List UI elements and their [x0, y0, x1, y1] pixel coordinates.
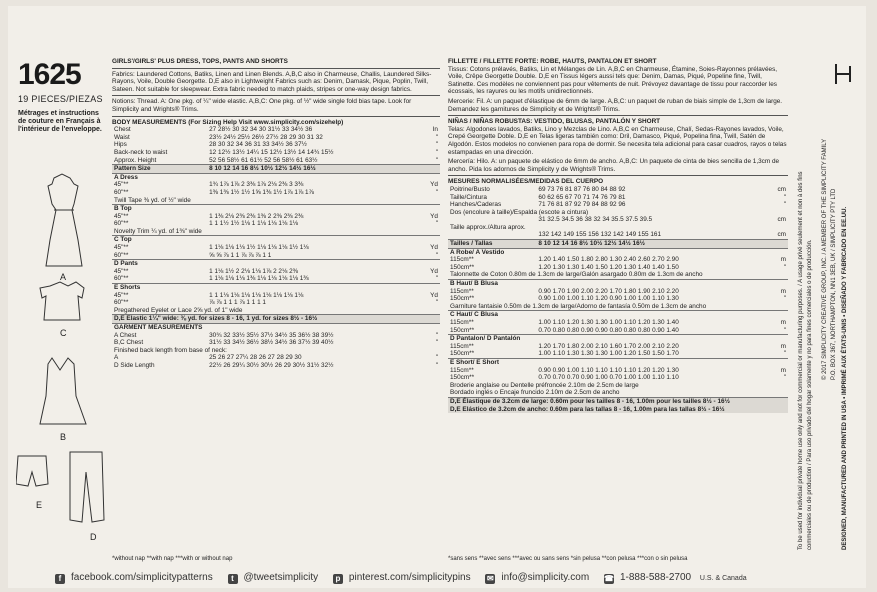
- row-unit: ": [435, 141, 438, 149]
- garment-measurements: [112, 324, 440, 370]
- row-label: Approx. Height: [114, 156, 157, 164]
- row-values: 31 32.5 34.5 36 38 32 34 35.5 37.5 39.5: [538, 216, 653, 224]
- row-values: 30¾ 32 33½ 35½ 37½ 34½ 35 36½ 38 39½: [209, 331, 334, 339]
- view-b-top-drawing: [40, 358, 86, 424]
- table-row: [112, 149, 440, 157]
- fabric-width: 150cm**: [450, 295, 475, 303]
- row-unit: In: [432, 126, 438, 134]
- table-row: [112, 157, 440, 165]
- section-heading: B Top: [112, 205, 440, 213]
- section-extra: Twill Tape ⅜ yd. of ½" wide: [114, 196, 191, 204]
- pattern-number: 1625: [18, 58, 81, 91]
- row-unit: ": [783, 193, 786, 201]
- row-values: 31½ 33 34½ 36½ 38½ 34½ 36 37½ 39 40½: [209, 339, 334, 347]
- phone-link[interactable]: [604, 572, 753, 583]
- english-title: GIRLS'/GIRLS' PLUS DRESS, TOPS, PANTS AND SHORTS: [112, 58, 288, 65]
- yardage-values: ⅞ ⅞ 1 1 1 ⅞ 1 1 1 1: [209, 299, 266, 307]
- row-unit: Yd: [430, 291, 438, 299]
- fabric-width: 60"**: [114, 188, 129, 196]
- fabric-width: 150cm**: [450, 374, 475, 382]
- fabric-width: 60"**: [114, 275, 129, 283]
- yardage-values: 1 1 1½ 1½ 1⅛ 1 1⅛ 1⅛ 1⅛ 1⅛: [209, 220, 298, 228]
- fabric-width: 115cm**: [450, 287, 474, 295]
- elastic-note: D,E Elastic 1¼" wide: ⅜ yd. for sizes 8 - 16, 1 yd. for sizes 8½ - 16½: [112, 315, 440, 324]
- table-row: [448, 186, 788, 194]
- section-extra: Novelty Trim ¼ yd. of 1⅜" wide: [114, 227, 202, 235]
- row-unit: ": [435, 299, 438, 307]
- yardage-section-c: [112, 236, 440, 260]
- english-column: [112, 58, 440, 554]
- metric-section-b: [448, 280, 788, 311]
- english-fabrics: Fabrics: Laundered Cottons, Batiks, Linen and Linen Blends. A,B,C also in Charmeuse, Challis, Laundered Silks-Rayons, Voile, Double Georgette. D,E also in Lightweight Fabrics such as: Denim, Damask, Pique, Poplin, Twill, Sateen. Not suitable for sleepwear. Extra fabric needed to match plaids, stripes or one-way design fabrics.: [112, 70, 432, 93]
- row-unit: ": [783, 326, 786, 334]
- metric-section-a: [448, 248, 788, 279]
- row-label: B,C Chest: [114, 339, 144, 347]
- yardage-values: 1 1⅛ 1⅛ 1⅛ 1⅜ 1⅛ 1⅛ 1⅛ 1⅛ 1⅜: [209, 275, 309, 283]
- row-unit: ": [435, 220, 438, 228]
- row-unit: m: [780, 287, 786, 295]
- twitter-text: @tweetsimplicity: [243, 572, 319, 583]
- row-unit: ": [783, 201, 786, 209]
- legal-line: © 2017 SIMPLICITY CREATIVE GROUP, INC. / A MEMBER OF THE SIMPLICITY FAMILY: [822, 138, 828, 380]
- row-unit: ": [435, 339, 438, 347]
- size-row: [448, 240, 788, 249]
- row-unit: Yd: [430, 244, 438, 252]
- row-label: Hanches/Caderas: [450, 201, 502, 209]
- section-heading: D Pants: [112, 260, 440, 268]
- legal-line: commerciales ou de production / Para uso privado del hogar solamente y no para fines comerciales o de producción.: [807, 239, 813, 550]
- table-row: [448, 194, 788, 202]
- row-label: A Chest: [114, 331, 137, 339]
- view-label-a: A: [60, 272, 67, 282]
- row-label: Taille/Cintura: [450, 193, 487, 201]
- view-label-e: E: [36, 500, 43, 510]
- yardage-values: 1.00 1.10 1.30 1.30 1.30 1.00 1.20 1.50 1.50 1.70: [538, 350, 679, 358]
- yardage-values: 1 1⅛ 1⅛ 1⅛ 1½ 1⅛ 1⅛ 1⅛ 1½ 1⅛: [209, 244, 309, 252]
- row-values: 27 28½ 30 32 34 30 31½ 33 34½ 36: [209, 126, 313, 134]
- section-extra: Garniture fantaisie 0.50m de 1.3cm de large/Adorno de fantasía 0.50m de 1.3cm de ancho: [450, 302, 707, 310]
- row-unit: cm: [777, 185, 786, 193]
- row-values: 23½ 24½ 25½ 26½ 27½ 28 29 30 31 32: [209, 133, 323, 141]
- row-unit: cm: [777, 216, 786, 224]
- fabric-width: 115cm**: [450, 366, 474, 374]
- yardage-section-a: [112, 173, 440, 204]
- yardage-section-b: [112, 205, 440, 236]
- row-unit: ": [435, 148, 438, 156]
- fabric-width: 150cm**: [450, 350, 475, 358]
- yardage-section-d: [112, 260, 440, 284]
- row-unit: ": [435, 331, 438, 339]
- row-unit: m: [780, 366, 786, 374]
- facebook-icon: f: [55, 574, 65, 584]
- french-title: FILLETTE / FILLETTE FORTE: ROBE, HAUTS, PANTALON ET SHORT: [448, 58, 657, 65]
- spanish-title: NIÑAS / NIÑAS ROBUSTAS: VESTIDO, BLUSAS, PANTALÓN Y SHORT: [448, 118, 661, 126]
- row-unit: ": [435, 251, 438, 259]
- row-values: 71 76 81 87 92 79 84 88 92 96: [538, 201, 626, 209]
- row-unit: m: [780, 256, 786, 264]
- metric-section-d: [448, 335, 788, 359]
- row-unit: ": [435, 156, 438, 164]
- section-heading: E Shorts: [112, 284, 440, 292]
- row-values: 60 62 65 67 70 71 74 76 79 81: [538, 193, 626, 201]
- section-extra: Broderie anglaise ou Dentelle préfroncée 2.10m de 2.5cm de large Bordado inglés o Encaje fruncido 2.10m de 2.5cm de ancho: [450, 381, 639, 397]
- fabric-width: 60"**: [114, 251, 129, 259]
- row-values: 52 56 58½ 61 61½ 52 56 58½ 61 63½: [209, 156, 318, 164]
- pinterest-icon: p: [333, 574, 343, 584]
- phone-suffix: U.S. & Canada: [699, 575, 747, 582]
- metric-section-e: [448, 358, 788, 413]
- row-label: Finished back length from base of neck:: [114, 346, 227, 354]
- email-link[interactable]: [485, 572, 595, 583]
- row-label: Chest: [114, 126, 131, 134]
- section-heading: C Top: [112, 236, 440, 244]
- spanish-merceria: Mercería: Hilo. A: un paquete de elástico de 6mm de ancho. A,B,C: Un paquete de cinta de bies sencilla de 1,3cm de ancho. Pida los adornos de Simplicity y de Wrights® Trims.: [448, 158, 780, 173]
- row-values: 22½ 26 29¼ 30½ 30½ 26 29 30½ 31½ 32½: [209, 361, 334, 369]
- row-label: Taille approx./Altura aprox.: [450, 223, 526, 231]
- yardage-values: 0.90 1.70 1.90 2.00 2.20 1.70 1.80 1.90 2.10 2.20: [538, 287, 679, 295]
- table-row: [448, 216, 788, 224]
- view-c-top-drawing: [40, 282, 84, 320]
- row-unit: ": [435, 133, 438, 141]
- fabric-width: 150cm**: [450, 263, 475, 271]
- table-row: [448, 224, 788, 232]
- fabric-width: 45"**: [114, 244, 129, 252]
- section-heading: C Haut/ C Blusa: [448, 311, 788, 319]
- table-row: [448, 231, 788, 239]
- fabric-width: 45"**: [114, 212, 129, 220]
- row-label: Dos (encolure à taille)/Espalda (escote a cintura): [450, 208, 589, 216]
- english-notions: Notions: Thread. A: One pkg. of ¼" wide elastic. A,B,C: One pkg. of ½" wide single fold bias tape. Look for Simplicity and Wrights® Trims.: [112, 98, 412, 113]
- row-values: 25 26 27 27¼ 28 26 27 28 29 30: [209, 354, 302, 362]
- yardage-values: 0.70 0.80 0.80 0.90 0.90 0.80 0.80 0.80 0.90 1.40: [538, 326, 679, 334]
- row-unit: ": [783, 263, 786, 271]
- yardage-values: 1¾ 1⅞ 1⅞ 2 3⅜ 1⅞ 2⅛ 2⅜ 3 3⅜: [209, 181, 304, 189]
- view-e-shorts-drawing: [16, 456, 48, 486]
- row-unit: Yd: [430, 181, 438, 189]
- facebook-link[interactable]: [55, 572, 219, 583]
- section-heading: D Pantalon/ D Pantalón: [448, 335, 788, 343]
- yardage-values: 1.00 1.10 1.20 1.30 1.30 1.00 1.10 1.20 1.30 1.40: [538, 319, 679, 326]
- row-label: [448, 231, 536, 239]
- section-heading: B Haut/ B Blusa: [448, 280, 788, 288]
- table-row: [448, 209, 788, 217]
- size-label: Pattern Size: [112, 165, 207, 174]
- row-unit: ": [435, 361, 438, 369]
- metric-body-measurements-title: MESURES NORMALISÉES/MEDIDAS DEL CUERPO: [448, 178, 604, 186]
- table-row: [112, 141, 440, 149]
- row-unit: ": [783, 374, 786, 382]
- section-heading: E Short/ E Short: [448, 358, 788, 366]
- envelope-corner-mark: [832, 60, 860, 88]
- garment-title: GARMENT MEASUREMENTS: [112, 324, 440, 332]
- twitter-icon: t: [228, 574, 238, 584]
- fabric-width: 60"**: [114, 299, 129, 307]
- table-row: [112, 126, 440, 134]
- row-unit: ": [435, 188, 438, 196]
- view-d-pants-drawing: [70, 452, 104, 522]
- yardage-values: 1 1 1⅛ 1⅛ 1⅛ 1⅛ 1⅛ 1⅛ 1⅛ 1⅛: [209, 291, 304, 299]
- fabric-width: 115cm**: [450, 256, 474, 264]
- row-unit: ": [435, 354, 438, 362]
- yardage-values: 1.20 1.40 1.50 1.80 2.80 1.30 2.40 2.60 2.70 2.90: [538, 256, 679, 264]
- yardage-values: 1⅜ 1⅜ 1½ 1½ 1⅝ 1⅜ 1½ 1⅞ 1⅞ 1⅞: [209, 188, 314, 196]
- row-label: D Side Length: [114, 361, 155, 369]
- french-tissus: Tissus: Cotons prélavés, Batiks, Lin et Mélanges de Lin. A,B,C en Charmeuse, Étamine, Soies-Rayonnes prélavées, Voile, Crêpe Georgette Double. D,E en Tissus légers aussi tels que: Denim, Damas, Piqué, Popeline fine, Twill, Satinette. Ces modèles ne conviennent pas pour vêtements de nuit. Prévoyez davantage de tissu pour raccorder les écossais, les rayures ou les motifs unidirectionnels.: [448, 65, 778, 96]
- row-unit: ": [783, 350, 786, 358]
- elastic-note: D,E Élastique de 3.2cm de large: 0.60m pour les tailles 8 - 16, 1.00m pour les tailles 8½ - 16½ D,E Elástico de 3.2cm de ancho: 0.60m para las tallas 8 - 16, 1.00m para las tallas 8½ - 16½: [448, 397, 788, 413]
- row-unit: cm: [777, 231, 786, 239]
- row-label: [448, 216, 536, 224]
- section-extra: Pregathered Eyelet or Lace 2⅝ yd. of 1" wide: [114, 306, 243, 314]
- pinterest-text: pinterest.com/simplicitypins: [348, 572, 471, 583]
- legal-line: To be used for individual private home use only and not for commercial or manufacturing purposes. / A usage privé seulement et non à des fins: [798, 171, 804, 550]
- legal-line: P.O. BOX 367, NORTHAMPTON, NN1 3EB, UK / SIMPLICITY PTY LTD: [831, 188, 837, 380]
- english-body-measurements-title: BODY MEASUREMENTS (For Sizing Help Visit www.simplicity.com/sizehelp): [112, 118, 344, 126]
- english-body-measurements-table: [112, 126, 440, 369]
- table-row: [448, 201, 788, 209]
- row-values: 132 142 149 155 156 132 142 149 155 161: [538, 231, 661, 239]
- fabric-width: 45"**: [114, 181, 129, 189]
- fabric-width: 60"**: [114, 220, 129, 228]
- size-values: 8 10 12 14 16 8½ 10½ 12½ 14½ 16½: [207, 165, 420, 174]
- view-drawings: [16, 170, 112, 550]
- row-label: A: [114, 354, 119, 362]
- fabric-width: 45"**: [114, 267, 129, 275]
- row-unit: ": [435, 275, 438, 283]
- row-unit: Yd: [430, 267, 438, 275]
- fabric-width: 45"**: [114, 291, 129, 299]
- french-mercerie: Mercerie: Fil. A: un paquet d'élastique de 6mm de large. A,B,C: un paquet de ruban de biais simple de 1,3cm de large. Demandez les garnitures de Simplicity et de Wrights® Trims.: [448, 97, 783, 113]
- row-label: Hips: [114, 141, 127, 149]
- english-legend: *without nap **with nap ***with or without nap: [112, 556, 233, 562]
- fabric-width: 115cm**: [450, 319, 474, 326]
- footer: [55, 572, 815, 584]
- row-unit: ": [783, 295, 786, 303]
- metric-body-measurements-table: [448, 186, 788, 413]
- row-unit: m: [780, 319, 786, 326]
- email-text: info@simplicity.com: [501, 572, 590, 583]
- vertical-legal-text: [796, 80, 856, 550]
- facebook-text: facebook.com/simplicitypatterns: [71, 572, 213, 583]
- email-icon: ✉: [487, 574, 494, 583]
- size-label: Tailles / Tallas: [448, 240, 536, 249]
- legal-line: DESIGNED, MANUFACTURED AND PRINTED IN USA • IMPRIMÉ AUX ÉTATS-UNIS • DISEÑADO Y FABRICADO EN EE.UU.: [842, 206, 848, 550]
- row-label: Poitrine/Busto: [450, 185, 490, 193]
- yardage-section-e: [112, 284, 440, 324]
- phone-icon: ☎: [603, 574, 614, 583]
- row-label: Back-neck to waist: [114, 148, 168, 156]
- yardage-values: 0.90 1.00 1.00 1.10 1.20 0.90 1.00 1.00 1.10 1.30: [538, 295, 679, 303]
- yardage-values: 0.90 0.90 1.00 1.10 1.10 1.10 1.10 1.20 1.20 1.30: [538, 366, 679, 374]
- yardage-values: ⅝ ⅝ ⅞ 1 1 ⅞ ⅞ ⅞ 1 1: [209, 251, 272, 259]
- yardage-values: 1 1⅜ 2⅛ 2⅜ 2⅜ 1⅜ 2 2⅜ 2⅜ 2⅜: [209, 212, 304, 220]
- row-unit: Yd: [430, 212, 438, 220]
- yardage-values: 0.70 0.70 0.70 0.90 1.00 0.70 1.00 1.00 1.10 1.10: [538, 374, 679, 382]
- metric-section-c: [448, 311, 788, 335]
- view-label-b: B: [60, 432, 67, 442]
- section-heading: A Robe/ A Vestido: [448, 248, 788, 256]
- pinterest-link[interactable]: [333, 572, 477, 583]
- size-values: 8 10 12 14 16 8½ 10½ 12½ 14½ 16½: [536, 240, 767, 249]
- fabric-width: 115cm**: [450, 342, 474, 350]
- row-values: 69 73 76 81 87 76 80 84 88 92: [538, 185, 626, 193]
- row-values: 12 12½ 13½ 14¼ 15 12½ 13½ 14 14¾ 15½: [209, 148, 334, 156]
- french-spanish-legend: *sans sens **avec sens ***avec ou sans sens *sin pelusa **con pelusa ***con o sin pelusa: [448, 556, 688, 562]
- view-a-dress-drawing: [46, 174, 82, 266]
- section-extra: Talonnette de Coton 0.80m de 1.3cm de large/Galón asargado 0.80m de 1.3cm de ancho: [450, 271, 703, 279]
- yardage-values: 1.20 1.70 1.80 2.00 2.10 1.60 1.70 2.00 2.10 2.20: [538, 342, 679, 350]
- spanish-telas: Telas: Algodones lavados, Batiks, Lino y Mezclas de Lino. A,B,C en Charmeuse, Chalí, Sedas-Rayones lavados, Voile, Crepé Georgette Doble. D,E en Telas ligeras también como: Dril, Damasco, Piqué, Popelina fina, Twill, Satén de Algodón. Estos modelos no convienen para ropa de dormir. Se necesita tela adicional para casar cuadros, rayos o telas estampadas en una dirección.: [448, 125, 787, 156]
- row-unit: m: [780, 342, 786, 350]
- view-label-d: D: [90, 532, 97, 542]
- fabric-width: 150cm**: [450, 326, 475, 334]
- yardage-values: 1 1⅛ 1½ 2 2⅛ 1⅛ 1⅞ 2 2⅛ 2⅜: [209, 267, 298, 275]
- french-note: Métrages et instructions de couture en Français à l'intérieur de l'enveloppe.: [18, 110, 102, 133]
- view-label-c: C: [60, 328, 67, 338]
- phone-text: 1-888-588-2700: [619, 572, 692, 583]
- pieces-count: 19 PIECES/PIEZAS: [18, 94, 103, 104]
- french-spanish-column: [448, 58, 788, 554]
- row-label: Waist: [114, 133, 130, 141]
- pattern-size-row: [112, 165, 440, 174]
- row-values: 28 30 32 34 36 31 33 34½ 36 37½: [209, 141, 307, 149]
- yardage-values: 1.20 1.30 1.30 1.40 1.50 1.20 1.30 1.40 1.40 1.50: [538, 263, 679, 271]
- section-heading: A Dress: [112, 173, 440, 181]
- twitter-link[interactable]: [228, 572, 325, 583]
